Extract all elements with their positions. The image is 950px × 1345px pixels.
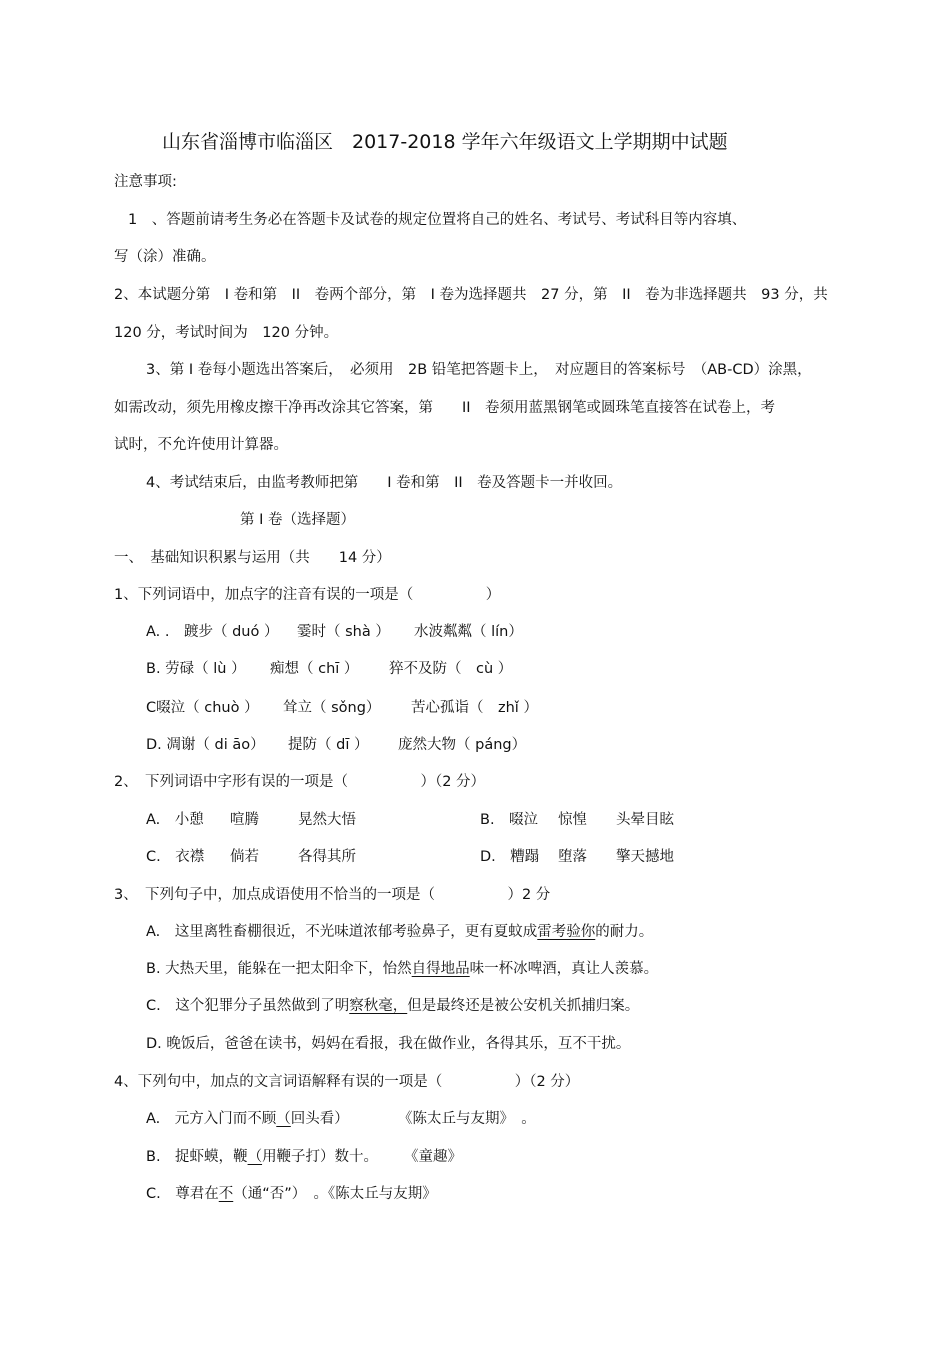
option-text: 味一杯冰啤酒，真让人羡慕。 [469, 961, 659, 977]
option-text: A. 这里离牲畜棚很近，不光味道浓郁考验鼻子，更有夏蚊成 [146, 924, 538, 940]
source-text: 《陈太丘与友期》 。 [398, 1111, 536, 1127]
part-heading: 一、 基础知识积累与运用（共 14 分） [114, 550, 391, 566]
option-word: 庞然大物（ páng） [398, 737, 527, 753]
option-word: 苦心孤诣（ zhǐ ） [411, 700, 538, 716]
notice-item: 3、第 I 卷每小题选出答案后， 必须用 2B 铅笔把答题卡上， 对应题目的答案标号 （AB-CD）涂黑， [146, 362, 812, 378]
option-word: A. . 踱步（ duó ） [146, 624, 279, 640]
notice-item: 120 分，考试时间为 120 分钟。 [114, 325, 339, 341]
option-text: C. 尊君在 [146, 1186, 219, 1202]
option-word: 堕落 [558, 849, 587, 865]
option-text: B. 捉虾蟆，鞭 [146, 1149, 248, 1165]
notice-heading: 注意事项: [114, 174, 177, 190]
option-word: 喧腾 [230, 812, 259, 828]
option-text: B. 大热天里，能躲在一把太阳伞下，怡然 [146, 961, 412, 977]
question-4-option-c [146, 1184, 437, 1204]
option-word: 水波粼粼（ lín） [414, 624, 523, 640]
option-word: C. 衣襟 [146, 849, 205, 865]
question-2-row-cd [146, 847, 706, 867]
option-word: A. 小憩 [146, 812, 204, 828]
option-word: B. 啜泣 [480, 812, 539, 828]
option-word: 痴想（ chī ） [270, 661, 359, 677]
notice-item: 试时，不允许使用计算器。 [114, 437, 288, 453]
question-1-stem: 1、下列词语中，加点字的注音有误的一项是（ ） [114, 587, 501, 603]
option-word: C啜泣（ chuò ） [146, 700, 259, 716]
notice-item: 1 、答题前请考生务必在答题卡及试卷的规定位置将自己的姓名、考试号、考试科目等内容填、 [128, 212, 747, 228]
option-word: 倘若 [230, 849, 259, 865]
section-title: 第 I 卷（选择题） [240, 512, 355, 528]
question-1-option-b [146, 659, 513, 679]
page-title: 山东省淄博市临淄区 2017-2018 学年六年级语文上学期期中试题 [162, 131, 728, 153]
question-4-option-a [146, 1109, 536, 1129]
underlined-word: （ [247, 1149, 263, 1165]
option-word: B. 劳碌（ lù ） [146, 661, 246, 677]
underlined-idiom: 察秋毫， [349, 998, 408, 1014]
question-3-stem: 3、 下列句子中，加点成语使用不恰当的一项是（ ）2 分 [114, 887, 551, 903]
notice-item: 写（涂）准确。 [114, 249, 216, 265]
notice-item: 如需改动，须先用橡皮擦干净再改涂其它答案，第 II 卷须用蓝黑钢笔或圆珠笔直接答在试卷上，考 [114, 400, 776, 416]
underlined-word: （ [276, 1111, 291, 1127]
question-3-option-b [146, 959, 658, 979]
question-3-option-a [146, 922, 653, 942]
option-word: 提防（ dī ） [288, 737, 369, 753]
option-word: 惊惶 [558, 812, 587, 828]
option-text: 但是最终还是被公安机关抓捕归案。 [407, 998, 640, 1014]
option-word: D. 凋谢（ di āo） [146, 737, 265, 753]
question-2-row-ab [146, 810, 706, 830]
underlined-word: 不 [218, 1186, 234, 1202]
question-2-stem: 2、 下列词语中字形有误的一项是（ ）（2 分） [114, 774, 486, 790]
option-text: C. 这个犯罪分子虽然做到了明 [146, 998, 350, 1014]
question-1-option-d [146, 735, 527, 755]
question-4-stem: 4、下列句中，加点的文言词语解释有误的一项是（ ）（2 分） [114, 1074, 580, 1090]
source-text: 《童趣》 [404, 1149, 462, 1165]
option-word: 头晕目眩 [616, 812, 674, 828]
option-text: 的耐力。 [595, 924, 654, 940]
question-4-option-b [146, 1147, 462, 1167]
notice-item: 2、本试题分第 I 卷和第 II 卷两个部分，第 I 卷为选择题共 27 分，第 II 卷为非选择题共 93 分，共 [114, 287, 828, 303]
option-word: 各得其所 [298, 849, 356, 865]
option-word: 擎天撼地 [616, 849, 674, 865]
option-word: 猝不及防（ cù ） [389, 661, 513, 677]
option-text: A. 元方入门而不顾 [146, 1111, 277, 1127]
option-word: 霎时（ shà ） [297, 624, 390, 640]
option-text: （通“否”） 。《陈太丘与友期》 [233, 1186, 437, 1202]
option-word: 晃然大悟 [298, 812, 356, 828]
question-1-option-a [146, 622, 523, 642]
option-text: 回头看） [290, 1111, 349, 1127]
underlined-idiom: 自得地品 [411, 961, 470, 977]
option-word: D. 糟蹋 [480, 849, 540, 865]
question-3-option-d: D. 晚饭后，爸爸在读书，妈妈在看报，我在做作业，各得其乐，互不干扰。 [146, 1036, 631, 1052]
option-word: 耸立（ sǒng） [283, 700, 381, 716]
underlined-idiom: 雷考验你 [537, 924, 596, 940]
notice-item: 4、考试结束后，由监考教师把第 I 卷和第 II 卷及答题卡一并收回。 [146, 475, 623, 491]
question-3-option-c [146, 996, 639, 1016]
option-text: 用鞭子打）数十。 [262, 1149, 379, 1165]
question-1-option-c [146, 698, 538, 718]
